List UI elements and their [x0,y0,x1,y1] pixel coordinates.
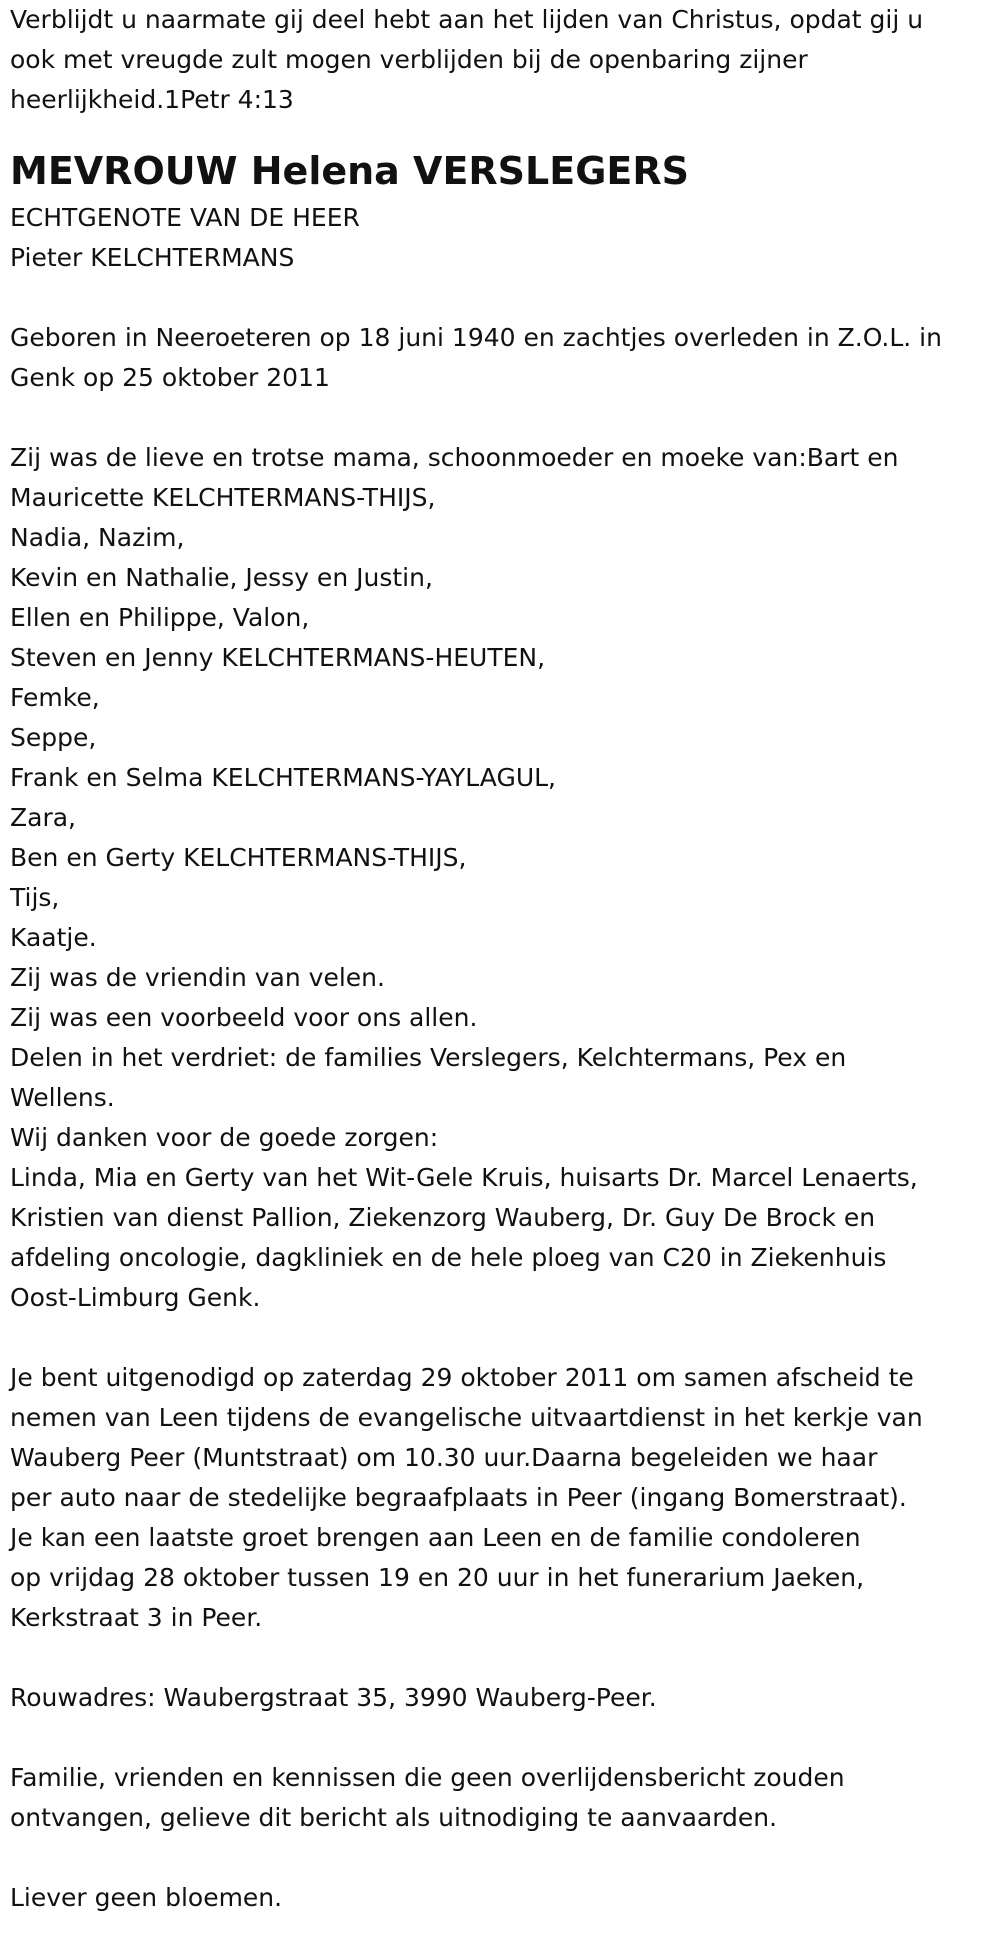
invitation-note [10,1758,995,1838]
spacer [10,1638,995,1678]
birth-death-line: Geboren in Neeroeteren op 18 juni 1940 en zachtjes overleden in Z.O.L. in [10,323,942,352]
family-line: Zij was de lieve en trotse mama, schoonmoeder en moeke van:Bart en [10,443,899,472]
funeral-line: nemen van Leen tijdens de evangelische uitvaartdienst in het kerkje van [10,1403,923,1432]
deceased-name: MEVROUW Helena VERSLEGERS [10,149,689,193]
family-line: Mauricette KELCHTERMANS-THIJS, [10,483,436,512]
obituary-document [10,0,995,1918]
birth-death-line: Genk op 25 oktober 2011 [10,363,330,392]
quote-line: heerlijkheid.1Petr 4:13 [10,85,294,114]
birth-death-info [10,318,995,398]
family-line: Nadia, Nazim, [10,523,185,552]
quote-line: ook met vreugde zult mogen verblijden bij de openbaring zijner [10,45,808,74]
funeral-info [10,1358,995,1638]
spacer [10,398,995,438]
family-line: Zij was een voorbeeld voor ons allen. [10,1003,478,1032]
family-line: Wellens. [10,1083,115,1112]
funeral-line: per auto naar de stedelijke begraafplaats in Peer (ingang Bomerstraat). [10,1483,907,1512]
family-line: Zara, [10,803,76,832]
funeral-line: Kerkstraat 3 in Peer. [10,1603,263,1632]
family-line: Seppe, [10,723,97,752]
funeral-line: Je kan een laatste groet brengen aan Leen en de familie condoleren [10,1523,861,1552]
family-line: Kevin en Nathalie, Jessy en Justin, [10,563,433,592]
family-line: afdeling oncologie, dagkliniek en de hele ploeg van C20 in Ziekenhuis [10,1243,887,1272]
family-line: Zij was de vriendin van velen. [10,963,385,992]
family-line: Wij danken voor de goede zorgen: [10,1123,439,1152]
invitation-line: ontvangen, gelieve dit bericht als uitnodiging te aanvaarden. [10,1803,778,1832]
mourning-address: Rouwadres: Waubergstraat 35, 3990 Wauberg-Peer. [10,1683,657,1712]
funeral-line: Je bent uitgenodigd op zaterdag 29 oktober 2011 om samen afscheid te [10,1363,914,1392]
spouse-relation [10,198,995,278]
funeral-line: Wauberg Peer (Muntstraat) om 10.30 uur.Daarna begeleiden we haar [10,1443,878,1472]
relation-line: ECHTGENOTE VAN DE HEER [10,203,360,232]
family-line: Oost-Limburg Genk. [10,1283,261,1312]
funeral-line: op vrijdag 28 oktober tussen 19 en 20 uur in het funerarium Jaeken, [10,1563,865,1592]
family-line: Femke, [10,683,100,712]
spacer [10,1718,995,1758]
bible-quote [10,0,995,120]
family-line: Delen in het verdriet: de families Verslegers, Kelchtermans, Pex en [10,1043,847,1072]
family-line: Linda, Mia en Gerty van het Wit-Gele Kruis, huisarts Dr. Marcel Lenaerts, [10,1163,918,1192]
family-line: Kristien van dienst Pallion, Ziekenzorg Wauberg, Dr. Guy De Brock en [10,1203,876,1232]
family-line: Steven en Jenny KELCHTERMANS-HEUTEN, [10,643,546,672]
spacer [10,1838,995,1878]
spacer [10,1318,995,1358]
quote-line: Verblijdt u naarmate gij deel hebt aan het lijden van Christus, opdat gij u [10,5,924,34]
closing-note: Liever geen bloemen. [10,1883,283,1912]
family-line: Ben en Gerty KELCHTERMANS-THIJS, [10,843,467,872]
family-line: Frank en Selma KELCHTERMANS-YAYLAGUL, [10,763,556,792]
family-section [10,438,995,1318]
spacer [10,278,995,318]
family-line: Kaatje. [10,923,97,952]
family-line: Tijs, [10,883,60,912]
family-line: Ellen en Philippe, Valon, [10,603,310,632]
relation-line: Pieter KELCHTERMANS [10,243,295,272]
invitation-line: Familie, vrienden en kennissen die geen overlijdensbericht zouden [10,1763,845,1792]
